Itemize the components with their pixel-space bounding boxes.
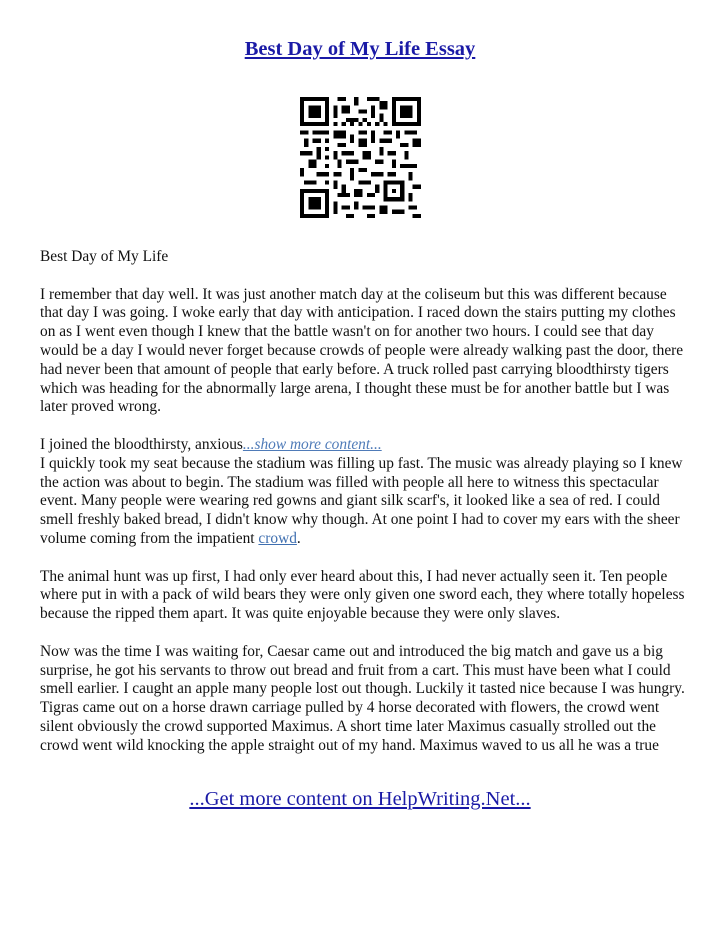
page-title — [0, 38, 720, 61]
qr-code-icon — [300, 97, 421, 218]
get-more-content-link[interactable]: ...Get more content on HelpWriting.Net... — [189, 788, 531, 810]
essay-body — [40, 248, 685, 774]
paragraph-2-body: I quickly took my seat because the stadium was filling up fast. The music was already playing so I knew the action was about to begin. The stadium was filled with people all here to witness this spectacular event. Many people were wearing red gowns and giant silk scarf's, it looked like a sea of red. I could smell freshly baked bread, I didn't know why though. At one point I had to cover my ears with the sheer volume coming from the impatient — [40, 454, 683, 547]
show-more-link[interactable]: ...show more content... — [242, 435, 382, 453]
get-more-content — [0, 788, 720, 811]
paragraph-1: I remember that day well. It was just another match day at the coliseum but this was different because that day I was going. I woke early that day with anticipation. I raced down the stairs putting my clothes on as I went even though I knew that the battle wasn't on for another two hours. I could see that day would be a day I would never forget because crowds of people were already walking past the door, there had never been that amount of people that early before. A truck rolled past carrying bloodthirsty tigers which was heading for the abnormally large arena, I thought these must be for another battle but I was later proved wrong. — [40, 285, 684, 416]
paragraph-2-end: . — [296, 529, 301, 547]
paragraph-4: Now was the time I was waiting for, Caesar came out and introduced the big match and gave us a big surprise, he got his servants to throw out bread and fruit from a cart. This must have been what I could smell earlier. I caught an apple many people lost out though. Luckily it tasted nice because I was hungry. Tigras came out on a horse drawn carriage pulled by 4 horse decorated with flowers, the crowd went silent obviously the crowd supported Maximus. A short time later Maximus casually strolled out the crowd went wild knocking the apple straight out of my hand. Maximus waved to us all he was a true — [40, 642, 685, 754]
crowd-link[interactable]: crowd — [258, 529, 297, 547]
paragraph-2-lead: I joined the bloodthirsty, anxious — [40, 435, 243, 453]
paragraph-3: The animal hunt was up first, I had only ever heard about this, I had never actually seen it. Ten people where put in with a pack of wild bears they were only given one sword each, they where totally hopeless because the ripped them apart. It was quite enjoyable because they were only slaves. — [40, 567, 685, 623]
paragraph-2 — [40, 436, 685, 549]
title-link[interactable]: Best Day of My Life Essay — [244, 38, 476, 60]
essay-heading: Best Day of My Life — [40, 248, 169, 265]
